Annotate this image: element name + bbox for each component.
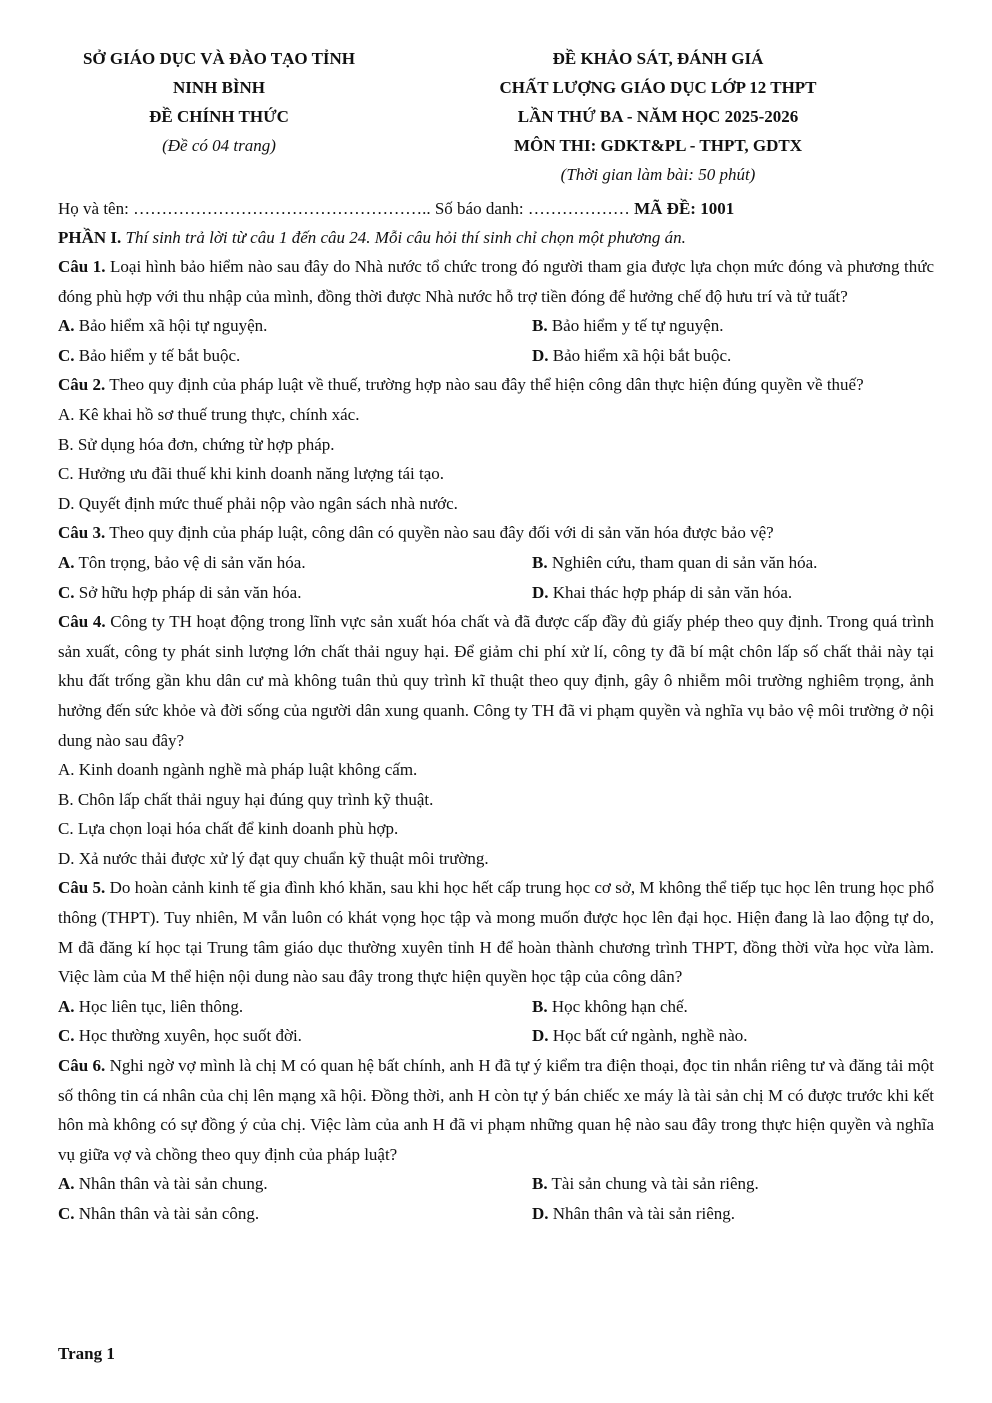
option-key: D.: [532, 582, 549, 602]
option: [532, 341, 934, 371]
page-number: Trang 1: [58, 1344, 115, 1363]
exam-subject: MÔN THI: GDKT&PL - THPT, GDTX: [513, 136, 803, 155]
option: [532, 311, 934, 341]
option-text: Bảo hiểm xã hội bắt buộc.: [552, 345, 732, 365]
option-key: D.: [532, 1204, 549, 1223]
question-number: Câu 5.: [58, 878, 106, 898]
exam-page: [58, 44, 934, 1229]
option-key: B.: [58, 789, 74, 809]
department-name: SỞ GIÁO DỤC VÀ ĐÀO TẠO TỈNH: [82, 49, 356, 68]
option-key: C.: [58, 1204, 75, 1223]
option: [58, 341, 532, 371]
option-text: Lựa chọn loại hóa chất để kinh doanh phù hợp.: [77, 819, 399, 839]
question: [58, 607, 934, 755]
option-key: A.: [58, 996, 75, 1016]
header-right: [458, 44, 858, 189]
option-key: D.: [58, 848, 75, 868]
question: [58, 252, 934, 311]
exam-header: [58, 44, 934, 190]
question: [58, 370, 934, 400]
header-left: [58, 44, 380, 160]
option-key: D.: [58, 493, 75, 513]
option-text: Nhân thân và tài sản công.: [78, 1204, 260, 1223]
option-text: Học liên tục, liên thông.: [78, 996, 244, 1016]
option-text: Chôn lấp chất thải nguy hại đúng quy trình kỹ thuật.: [77, 789, 434, 809]
question-number: Câu 4.: [58, 612, 106, 632]
part-heading: [58, 223, 934, 252]
exam-code: MÃ ĐỀ: 1001: [634, 199, 735, 218]
question-text: Theo quy định của pháp luật về thuế, trường hợp nào sau đây thể hiện công dân thực hiện đúng quyền về thuế?: [109, 375, 864, 395]
option-text: Quyết định mức thuế phải nộp vào ngân sách nhà nước.: [78, 493, 458, 513]
option: [58, 755, 934, 785]
question-number: Câu 1.: [58, 257, 106, 276]
option-text: Bảo hiểm y tế tự nguyện.: [551, 316, 724, 336]
option: [58, 1169, 532, 1199]
question-number: Câu 6.: [58, 1056, 106, 1076]
exam-title: ĐỀ KHẢO SÁT, ĐÁNH GIÁ: [552, 49, 764, 68]
option: [532, 1169, 934, 1199]
option-text: Học thường xuyên, học suốt đời.: [78, 1026, 302, 1046]
candidate-info: [58, 194, 934, 223]
option-text: Hưởng ưu đãi thuế khi kinh doanh năng lượng tái tạo.: [77, 464, 445, 484]
option-key: B.: [58, 434, 74, 454]
question: [58, 518, 934, 548]
question: [58, 1051, 934, 1169]
option-text: Học không hạn chế.: [551, 996, 688, 1016]
option-text: Sở hữu hợp pháp di sản văn hóa.: [78, 582, 302, 602]
option: [58, 1021, 532, 1051]
option-text: Kê khai hồ sơ thuế trung thực, chính xác.: [78, 404, 360, 424]
option-text: Nhân thân và tài sản riêng.: [552, 1204, 735, 1223]
question-text: Công ty TH hoạt động trong lĩnh vực sản xuất hóa chất và đã được cấp đầy đủ giấy phép theo quy định. Trong quá trình sản xuất, công ty phát sinh lượng lớn chất thải nguy hại. Để giảm chi phí xử lí, công ty đã bí mật chôn lấp số chất thải này tại khu đất trống gần khu dân cư mà không tuân thủ quy trình kĩ thuật theo quy định, gây ô nhiễm môi trường nghiêm trọng, ảnh hưởng đến sức khỏe và đời sống của người dân xung quanh. Công ty TH đã vi phạm quyền và nghĩa vụ bảo vệ môi trường ở nội dung nào sau đây?: [58, 612, 935, 750]
option: [58, 1199, 532, 1229]
option-key: B.: [532, 552, 548, 572]
option-key: D.: [532, 1026, 549, 1046]
official-label: ĐỀ CHÍNH THỨC: [149, 107, 289, 126]
question-text: Nghi ngờ vợ mình là chị M có quan hệ bất chính, anh H đã tự ý kiểm tra điện thoại, đọc tin nhắn riêng tư và đăng tải một số thông tin cá nhân của chị lên mạng xã hội. Đồng thời, anh H còn tự ý bán chiếc xe máy là tài sản chị M có được trước khi kết hôn mà không có sự đồng ý của chị. Việc làm của anh H đã vi phạm những quan hệ nào sau đây trong thực hiện quyền và nghĩa vụ giữa vợ và chồng theo quy định của pháp luật?: [58, 1056, 935, 1164]
question-number: Câu 3.: [58, 523, 106, 543]
option-key: A.: [58, 316, 75, 336]
option: [58, 311, 532, 341]
option: [58, 814, 934, 844]
name-field-label: Họ và tên: ……………………………………………..: [58, 199, 431, 218]
option-key: A.: [58, 404, 75, 424]
part-instruction: Thí sinh trả lời từ câu 1 đến câu 24. Mỗi câu hỏi thí sinh chỉ chọn một phương án.: [125, 228, 686, 247]
option: [58, 992, 532, 1022]
option-key: C.: [58, 345, 75, 365]
option-text: Kinh doanh ngành nghề mà pháp luật không cấm.: [78, 760, 418, 780]
option-text: Nhân thân và tài sản chung.: [78, 1174, 268, 1194]
option-key: C.: [58, 1026, 75, 1046]
option-text: Bảo hiểm xã hội tự nguyện.: [78, 316, 268, 336]
option-text: Sử dụng hóa đơn, chứng từ hợp pháp.: [77, 434, 335, 454]
option: [532, 1021, 934, 1051]
province-name: NINH BÌNH: [172, 78, 266, 97]
option: [58, 785, 934, 815]
option: [58, 430, 934, 460]
option-key: B.: [532, 316, 548, 336]
option: [58, 548, 532, 578]
option: [532, 578, 934, 608]
option-text: Xả nước thải được xử lý đạt quy chuẩn kỹ thuật môi trường.: [78, 848, 489, 868]
option-text: Học bất cứ ngành, nghề nào.: [552, 1026, 748, 1046]
question-text: Loại hình bảo hiểm nào sau đây do Nhà nước tổ chức trong đó người tham gia được lựa chọn mức đóng và phương thức đóng phù hợp với thu nhập của mình, đồng thời được Nhà nước hỗ trợ tiền đóng để hưởng chế độ hưu trí và tử tuất?: [58, 257, 935, 306]
option-key: A.: [58, 1174, 75, 1194]
option-key: C.: [58, 464, 74, 484]
option: [532, 992, 934, 1022]
option: [58, 844, 934, 874]
options-grid: [58, 1169, 934, 1228]
option-key: D.: [532, 345, 549, 365]
options-grid: [58, 311, 934, 370]
option-text: Tôn trọng, bảo vệ di sản văn hóa.: [78, 552, 306, 572]
option: [58, 578, 532, 608]
page-count-note: (Đề có 04 trang): [162, 136, 276, 155]
question-text: Theo quy định của pháp luật, công dân có quyền nào sau đây đối với di sản văn hóa được bảo vệ?: [109, 523, 774, 543]
option: [532, 548, 934, 578]
exam-subtitle: CHẤT LƯỢNG GIÁO DỤC LỚP 12 THPT: [499, 78, 817, 97]
option: [58, 459, 934, 489]
option-key: A.: [58, 760, 75, 780]
exam-session: LẦN THỨ BA - NĂM HỌC 2025-2026: [517, 107, 799, 126]
option-key: B.: [532, 1174, 548, 1194]
option: [58, 400, 934, 430]
question-number: Câu 2.: [58, 375, 106, 395]
question: [58, 873, 934, 991]
options-grid: [58, 992, 934, 1051]
sbd-field-label: Số báo danh: ………………: [434, 199, 630, 218]
option-key: B.: [532, 996, 548, 1016]
options-grid: [58, 548, 934, 607]
option-text: Bảo hiểm y tế bắt buộc.: [78, 345, 241, 365]
option-text: Nghiên cứu, tham quan di sản văn hóa.: [551, 552, 818, 572]
option-key: C.: [58, 582, 75, 602]
option: [532, 1199, 934, 1229]
option: [58, 489, 934, 519]
option-text: Khai thác hợp pháp di sản văn hóa.: [552, 582, 793, 602]
exam-duration: (Thời gian làm bài: 50 phút): [560, 165, 756, 184]
question-text: Do hoàn cảnh kinh tế gia đình khó khăn, sau khi học hết cấp trung học cơ sở, M không thể tiếp tục học lên trung học phổ thông (THPT). Tuy nhiên, M vẫn luôn có khát vọng học tập và mong muốn được học lên đại học. Hiện đang là lao động tự do, M đã đăng kí học tại Trung tâm giáo dục thường xuyên tỉnh H để hoàn thành chương trình THPT, đồng thời vừa học vừa làm. Việc làm của M thể hiện nội dung nào sau đây trong thực hiện quyền học tập của công dân?: [58, 878, 935, 987]
option-key: C.: [58, 819, 74, 839]
part-label: PHẦN I.: [58, 228, 122, 247]
option-key: A.: [58, 552, 75, 572]
option-text: Tài sản chung và tài sản riêng.: [551, 1174, 759, 1194]
